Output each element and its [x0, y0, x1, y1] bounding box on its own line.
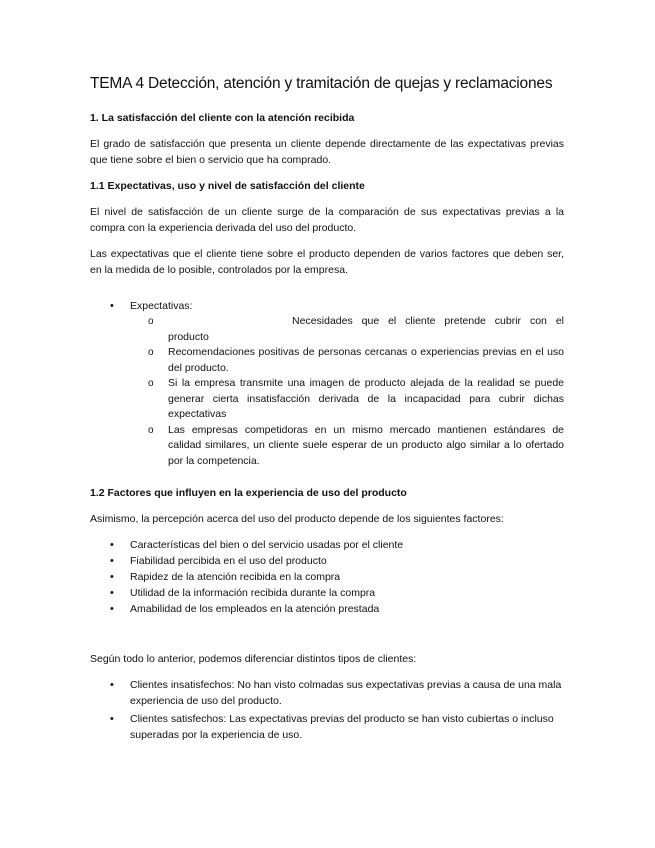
section-1-heading: 1. La satisfacción del cliente con la atención recibida [90, 112, 355, 124]
sub-item-text: o Necesidades que el cliente pretende cubrir con el [292, 315, 564, 327]
list-item: o Si la empresa transmite una imagen de producto alejada de la realidad se puede generar cierta insatisfacción derivada de la incapacidad para cubrir dichas expectativas [168, 376, 564, 423]
expectations-label: Expectativas: [130, 300, 193, 312]
document-title: TEMA 4 Detección, atención y tramitación de quejas y reclamaciones [90, 75, 553, 92]
list-item: • Utilidad de la información recibida durante la compra [130, 585, 564, 601]
list-item [168, 314, 564, 345]
client-types-paragraph: Según todo lo anterior, podemos diferenciar distintos tipos de clientes: [90, 653, 417, 665]
section-1-2-heading: 1.2 Factores que influyen en la experiencia de uso del producto [90, 487, 407, 499]
section-1-1-paragraph-1: El nivel de satisfacción de un cliente surge de la comparación de sus expectativas previas a la compra con la experiencia derivada del uso del producto. [90, 206, 564, 234]
list-item: • Fiabilidad percibida en el uso del producto [130, 553, 564, 569]
section-1-1-heading: 1.1 Expectativas, uso y nivel de satisfacción del cliente [90, 180, 365, 192]
list-item: o Recomendaciones positivas de personas cercanas o experiencias previas en el uso del producto. [168, 345, 564, 376]
list-item: • Clientes insatisfechos: No han visto colmadas sus expectativas previas a causa de una mala experiencia de uso del producto. [130, 677, 564, 709]
client-types-list [90, 677, 564, 743]
list-item: o Las empresas competidoras en un mismo mercado mantienen estándares de calidad similares, un cliente suele esperar de un producto algo similar a lo ofertado por la competencia. [168, 423, 564, 470]
document-page [90, 74, 564, 743]
list-item [130, 298, 564, 469]
section-1-2-paragraph: Asimismo, la percepción acerca del uso del producto depende de los siguientes factores: [90, 513, 504, 525]
section-1-1-paragraph-2: Las expectativas que el cliente tiene sobre el producto dependen de varios factores que deben ser, en la medida de lo posible, controlados por la empresa. [90, 248, 564, 276]
section-1-paragraph: El grado de satisfacción que presenta un cliente depende directamente de las expectativas previas que tiene sobre el bien o servicio que ha comprado. [90, 138, 564, 166]
list-item: • Rapidez de la atención recibida en la compra [130, 569, 564, 585]
list-item: • Amabilidad de los empleados en la atención prestada [130, 601, 564, 617]
list-item: • Características del bien o del servicio usadas por el cliente [130, 537, 564, 553]
expectations-sublist [130, 314, 564, 469]
list-item: • Clientes satisfechos: Las expectativas previas del producto se han visto cubiertas o incluso superadas por la experiencia de uso. [130, 711, 564, 743]
factors-list [90, 537, 564, 617]
expectations-list [90, 298, 564, 469]
sub-item-text-cont: producto [168, 330, 209, 343]
